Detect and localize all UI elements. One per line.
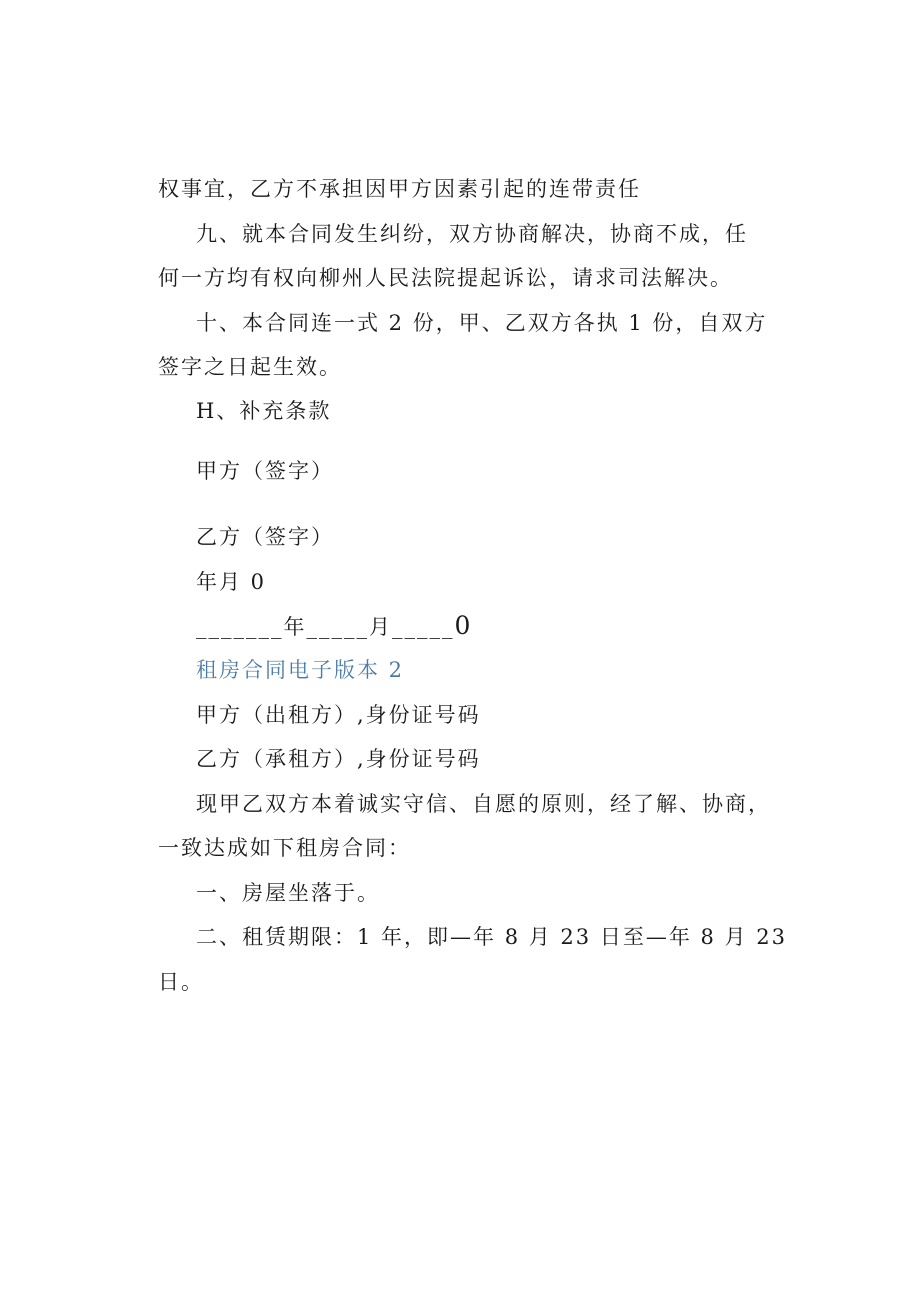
preamble-line: 现甲乙双方本着诚实守信、自愿的原则，经了解、协商， xyxy=(196,792,771,816)
paragraph-line: 签字之日起生效。 xyxy=(158,355,342,379)
supplementary-clause-heading: H、补充条款 xyxy=(196,399,332,423)
date-blank-text: _______年_____月_____ xyxy=(196,615,455,639)
clause-nine-line: 九、就本合同发生纠纷，双方协商解决，协商不成，任 xyxy=(196,222,748,246)
date-blank-zero: 0 xyxy=(454,611,473,640)
paragraph-line: 一致达成如下租房合同： xyxy=(158,836,411,860)
paragraph-line: 权事宜，乙方不承担因甲方因素引起的连带责任 xyxy=(158,177,641,201)
clause-two-line: 二、租赁期限：1 年，即—年 8 月 23 日至—年 8 月 23 xyxy=(196,925,787,949)
date-blank-line xyxy=(196,612,472,641)
date-line: 年月 0 xyxy=(196,570,267,594)
landlord-line: 甲方（出租方）,身份证号码 xyxy=(196,703,481,727)
clause-ten-line: 十、本合同连一式 2 份，甲、乙双方各执 1 份，自双方 xyxy=(196,311,768,335)
party-a-signature: 甲方（签字） xyxy=(196,459,334,483)
section-title: 租房合同电子版本 2 xyxy=(196,658,405,682)
party-b-signature: 乙方（签字） xyxy=(196,525,334,549)
clause-one-line: 一、房屋坐落于。 xyxy=(196,881,380,905)
paragraph-line: 日。 xyxy=(158,970,204,994)
tenant-line: 乙方（承租方）,身份证号码 xyxy=(196,747,481,771)
paragraph-line: 何一方均有权向柳州人民法院提起诉讼，请求司法解决。 xyxy=(158,266,733,290)
